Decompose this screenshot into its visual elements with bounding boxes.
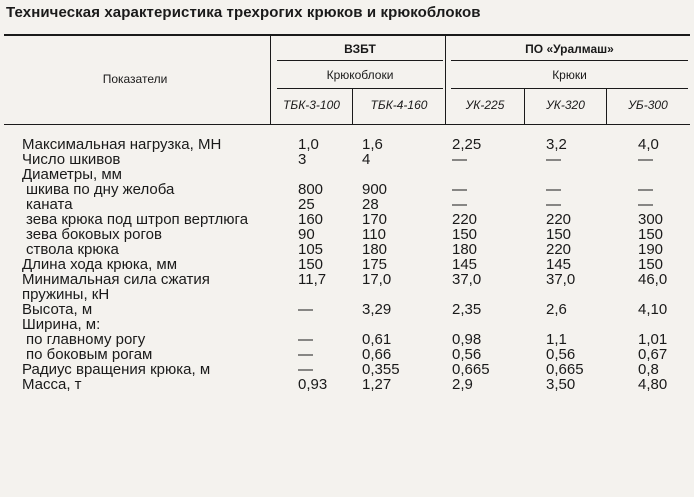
- kruki-underline: [451, 88, 688, 89]
- row-value: [526, 317, 608, 332]
- row-value: 3: [298, 151, 307, 168]
- header-bottom-rule: [4, 124, 690, 125]
- table-row: [4, 347, 690, 362]
- row-label: каната: [26, 196, 73, 213]
- table-row: [4, 377, 690, 392]
- row-value: 0,665: [546, 361, 584, 378]
- row-value: —: [638, 151, 653, 168]
- row-value: 0,93: [298, 376, 328, 393]
- vzbt-underline: [277, 60, 443, 61]
- row-value: 0,98: [452, 331, 482, 348]
- row-value: 1,0: [298, 136, 319, 153]
- row-value: 150: [298, 256, 324, 273]
- row-value: 2,6: [546, 301, 567, 318]
- row-value: —: [452, 181, 467, 198]
- table-row: [4, 362, 690, 377]
- row-label: зева боковых рогов: [26, 226, 162, 243]
- row-label: Ширина, м:: [22, 316, 101, 333]
- row-value: 28: [362, 196, 379, 213]
- row-value: 150: [638, 256, 664, 273]
- row-value: 145: [452, 256, 478, 273]
- row-value: 220: [452, 211, 478, 228]
- table-row: [4, 317, 690, 332]
- header-col-3: УК-225: [465, 98, 505, 112]
- row-value: 0,56: [546, 346, 576, 363]
- row-value: 0,355: [362, 361, 400, 378]
- row-value: 1,27: [362, 376, 392, 393]
- row-value: [444, 167, 526, 182]
- row-value: 0,61: [362, 331, 392, 348]
- table-title: Техническая характеристика трехрогих крюков и крюкоблоков: [6, 4, 481, 21]
- row-value: 180: [362, 241, 388, 258]
- row-value: —: [298, 361, 313, 378]
- table-row: [4, 137, 690, 152]
- row-value: 11,7: [298, 271, 327, 288]
- row-value: 2,35: [452, 301, 482, 318]
- row-value: 220: [546, 241, 572, 258]
- row-value: —: [298, 331, 313, 348]
- row-value: 46,0: [638, 271, 668, 288]
- row-value: 150: [546, 226, 572, 243]
- row-value: 150: [638, 226, 664, 243]
- row-value: 190: [638, 241, 664, 258]
- row-value: —: [298, 346, 313, 363]
- row-label: Число шкивов: [22, 151, 121, 168]
- header-top-rule: [4, 34, 690, 36]
- krukoblok-underline: [277, 88, 443, 89]
- table-row: [4, 257, 690, 272]
- row-value: 0,56: [452, 346, 482, 363]
- row-value: 150: [452, 226, 478, 243]
- row-label: шкива по дну желоба: [26, 181, 175, 198]
- row-value: [272, 317, 352, 332]
- row-value: 3,2: [546, 136, 567, 153]
- row-value: 2,9: [452, 376, 473, 393]
- row-value: 170: [362, 211, 388, 228]
- row-label: по боковым рогам: [26, 346, 153, 363]
- row-value: 90: [298, 226, 315, 243]
- row-value: 110: [362, 226, 386, 243]
- row-value: 2,25: [452, 136, 482, 153]
- table-row: [4, 197, 690, 212]
- row-value: [608, 167, 690, 182]
- row-label: Минимальная сила сжатия пружины, кН: [22, 271, 210, 303]
- table-row: [4, 272, 690, 302]
- row-value: 160: [298, 211, 324, 228]
- row-value: 3,29: [362, 301, 392, 318]
- header-col-1: ТБК-3-100: [283, 98, 340, 112]
- row-value: 175: [362, 256, 388, 273]
- row-value: —: [638, 196, 653, 213]
- row-label: Максимальная нагрузка, МН: [22, 136, 222, 153]
- row-label: Длина хода крюка, мм: [22, 256, 178, 273]
- row-value: 800: [298, 181, 324, 198]
- row-value: 0,8: [638, 361, 659, 378]
- header-col-4: УК-320: [546, 98, 585, 112]
- row-value: 4,80: [638, 376, 668, 393]
- row-value: 4,10: [638, 301, 668, 318]
- row-value: 4,0: [638, 136, 659, 153]
- header-col-2: ТБК-4-160: [370, 98, 428, 112]
- row-value: 900: [362, 181, 388, 198]
- row-value: —: [546, 151, 561, 168]
- row-label: Радиус вращения крюка, м: [22, 361, 211, 378]
- row-value: 0,67: [638, 346, 668, 363]
- table-row: [4, 167, 690, 182]
- row-value: [608, 317, 690, 332]
- row-label: Высота, м: [22, 301, 93, 318]
- row-value: 0,665: [452, 361, 490, 378]
- row-value: 105: [298, 241, 324, 258]
- row-value: [526, 167, 608, 182]
- row-label: Диаметры, мм: [22, 166, 122, 183]
- row-value: 3,50: [546, 376, 576, 393]
- header-sub-kruki: Крюки: [552, 68, 587, 82]
- row-label: ствола крюка: [26, 241, 119, 258]
- row-value: [272, 167, 352, 182]
- row-label: зева крюка под штроп вертлюга: [26, 211, 249, 228]
- header-group-uralmash: ПО «Уралмаш»: [525, 42, 614, 56]
- uralmash-underline: [451, 60, 688, 61]
- row-value: —: [452, 151, 467, 168]
- header-col-5: УБ-300: [628, 98, 668, 112]
- header-group-vzbt: ВЗБТ: [344, 42, 376, 56]
- row-value: 180: [452, 241, 478, 258]
- row-value: 37,0: [452, 271, 482, 288]
- spec-table: [4, 137, 690, 392]
- row-value: 145: [546, 256, 572, 273]
- table-row: [4, 302, 690, 317]
- row-value: 1,01: [638, 331, 668, 348]
- row-value: —: [546, 196, 561, 213]
- row-value: 0,66: [362, 346, 392, 363]
- table-row: [4, 332, 690, 347]
- table-row: [4, 227, 690, 242]
- row-value: 1,6: [362, 136, 383, 153]
- row-label: Масса, т: [22, 376, 82, 393]
- row-value: 25: [298, 196, 315, 213]
- row-value: [444, 317, 526, 332]
- row-value: —: [298, 301, 313, 318]
- row-value: 1,1: [546, 331, 567, 348]
- row-value: 300: [638, 211, 664, 228]
- row-value: 4: [362, 151, 371, 168]
- row-value: —: [546, 181, 561, 198]
- row-value: [352, 167, 444, 182]
- row-value: —: [452, 196, 467, 213]
- table-row: [4, 152, 690, 167]
- row-label: по главному рогу: [26, 331, 146, 348]
- row-value: 220: [546, 211, 572, 228]
- table-row: [4, 182, 690, 197]
- row-value: —: [638, 181, 653, 198]
- table-row: [4, 212, 690, 227]
- table-row: [4, 242, 690, 257]
- header-indicators: Показатели: [102, 72, 168, 86]
- header-sub-krukoblok: Крюкоблоки: [326, 68, 394, 82]
- row-value: 37,0: [546, 271, 576, 288]
- row-value: 17,0: [362, 271, 392, 288]
- row-value: [352, 317, 444, 332]
